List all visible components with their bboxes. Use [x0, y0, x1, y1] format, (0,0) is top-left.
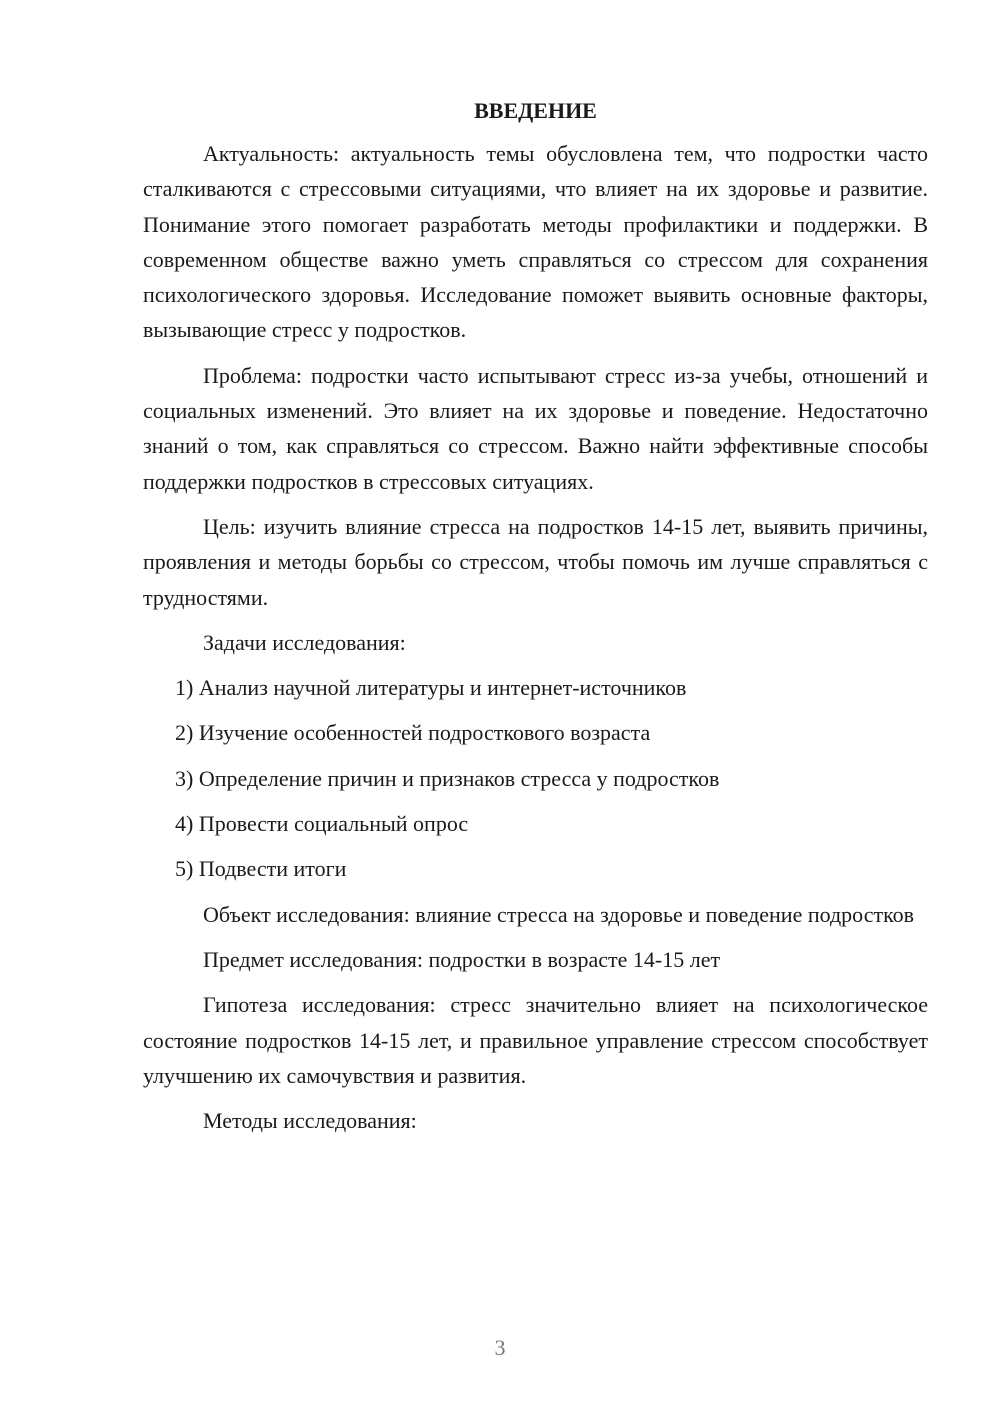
tasks-list [143, 670, 928, 886]
task-item: 1) Анализ научной литературы и интернет-источников [175, 675, 687, 701]
subject-paragraph: Предмет исследования: подростки в возрасте 14-15 лет [203, 946, 721, 972]
task-item: 4) Провести социальный опрос [175, 811, 469, 837]
page-content [143, 96, 928, 1148]
relevance-paragraph: Актуальность: актуальность темы обусловлена тем, что подростки часто сталкиваются с стрессовыми ситуациями, что влияет на их здоровье и развитие. Понимание этого помогает разработать методы профилактики и поддержки. В современном обществе важно уметь справляться со стрессом для сохранения психологического здоровья. Исследование поможет выявить основные факторы, вызывающие стресс у подростков. [143, 141, 928, 343]
methods-title: Методы исследования: [203, 1108, 417, 1134]
page-number: 3 [494, 1335, 506, 1360]
hypothesis-paragraph: Гипотеза исследования: стресс значительно влияет на психологическое состояние подростков 14-15 лет, и правильное управление стрессом способствует улучшению их самочувствия и развития. [143, 992, 928, 1088]
problem-paragraph: Проблема: подростки часто испытывают стресс из-за учебы, отношений и социальных изменений. Это влияет на их здоровье и поведение. Недостаточно знаний о том, как справляться со стрессом. Важно найти эффективные способы поддержки подростков в стрессовых ситуациях. [143, 362, 928, 494]
goal-paragraph: Цель: изучить влияние стресса на подростков 14-15 лет, выявить причины, проявления и методы борьбы со стрессом, чтобы помочь им лучше справляться с трудностями. [143, 513, 928, 610]
task-item: 3) Определение причин и признаков стресса у подростков [175, 765, 720, 791]
object-paragraph: Объект исследования: влияние стресса на здоровье и поведение подростков [203, 901, 915, 927]
tasks-title: Задачи исследования: [203, 629, 406, 655]
task-item: 2) Изучение особенностей подросткового возраста [175, 720, 651, 746]
task-item: 5) Подвести итоги [175, 856, 347, 882]
section-heading: ВВЕДЕНИЕ [474, 98, 597, 123]
